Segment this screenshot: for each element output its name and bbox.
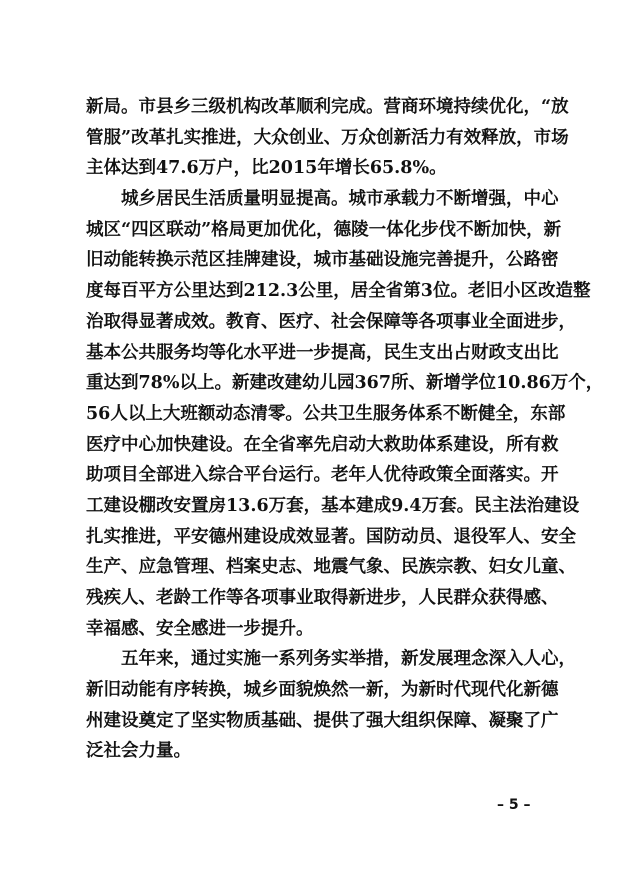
text-line: 生产、应急管理、档案史志、地震气象、民族宗教、妇女儿童、 <box>86 557 576 578</box>
text-line: 新旧动能有序转换，城乡面貌焕然一新，为新时代现代化新德 <box>86 680 559 701</box>
text-line: 治取得显著成效。教育、医疗、社会保障等各项事业全面进步， <box>86 311 576 332</box>
text-line: 工建设棚改安置房13.6万套，基本建成9.4万套。民主法治建设 <box>86 495 580 516</box>
text-line: 五年来，通过实施一系列务实举措，新发展理念深入人心， <box>121 649 576 670</box>
text-line: 基本公共服务均等化水平进一步提高，民生支出占财政支出比 <box>86 342 559 363</box>
text-line: 扎实推进，平安德州建设成效显著。国防动员、退役军人、安全 <box>86 526 576 547</box>
paragraph-3 <box>86 644 576 767</box>
text-line: 重达到78%以上。新建改建幼儿园367所、新增学位10.86万个， <box>86 373 604 394</box>
text-line: 州建设奠定了坚实物质基础、提供了强大组织保障、凝聚了广 <box>86 710 559 731</box>
text-line: 泛社会力量。 <box>86 741 191 762</box>
text-line: 度每百平方公里达到212.3公里，居全省第3位。老旧小区改造整 <box>86 281 591 302</box>
text-line: 56人以上大班额动态清零。公共卫生服务体系不断健全，东部 <box>86 403 566 424</box>
text-line: 城区“四区联动”格局更加优化，德陵一体化步伐不断加快，新 <box>86 219 562 240</box>
text-line: 医疗中心加快建设。在全省率先启动大救助体系建设，所有救 <box>86 434 559 455</box>
document-body <box>86 92 604 767</box>
text-line: 城乡居民生活质量明显提高。城市承载力不断增强，中心 <box>121 189 559 210</box>
page-number: – 5 – <box>497 797 531 813</box>
paragraph-2 <box>86 184 604 644</box>
text-line: 幸福感、安全感进一步提升。 <box>86 618 314 639</box>
text-line: 残疾人、老龄工作等各项事业取得新进步，人民群众获得感、 <box>86 588 559 608</box>
paragraph-1 <box>86 92 569 184</box>
text-line: 新局。市县乡三级机构改革顺利完成。营商环境持续优化，“放 <box>86 97 569 117</box>
text-line: 旧动能转换示范区挂牌建设，城市基础设施完善提升，公路密 <box>86 250 559 271</box>
text-line: 助项目全部进入综合平台运行。老年人优待政策全面落实。开 <box>86 465 559 486</box>
text-line: 主体达到47.6万户，比2015年增长65.8%。 <box>86 158 447 179</box>
text-line: 管服”改革扎实推进，大众创业、万众创新活力有效释放，市场 <box>86 127 569 148</box>
